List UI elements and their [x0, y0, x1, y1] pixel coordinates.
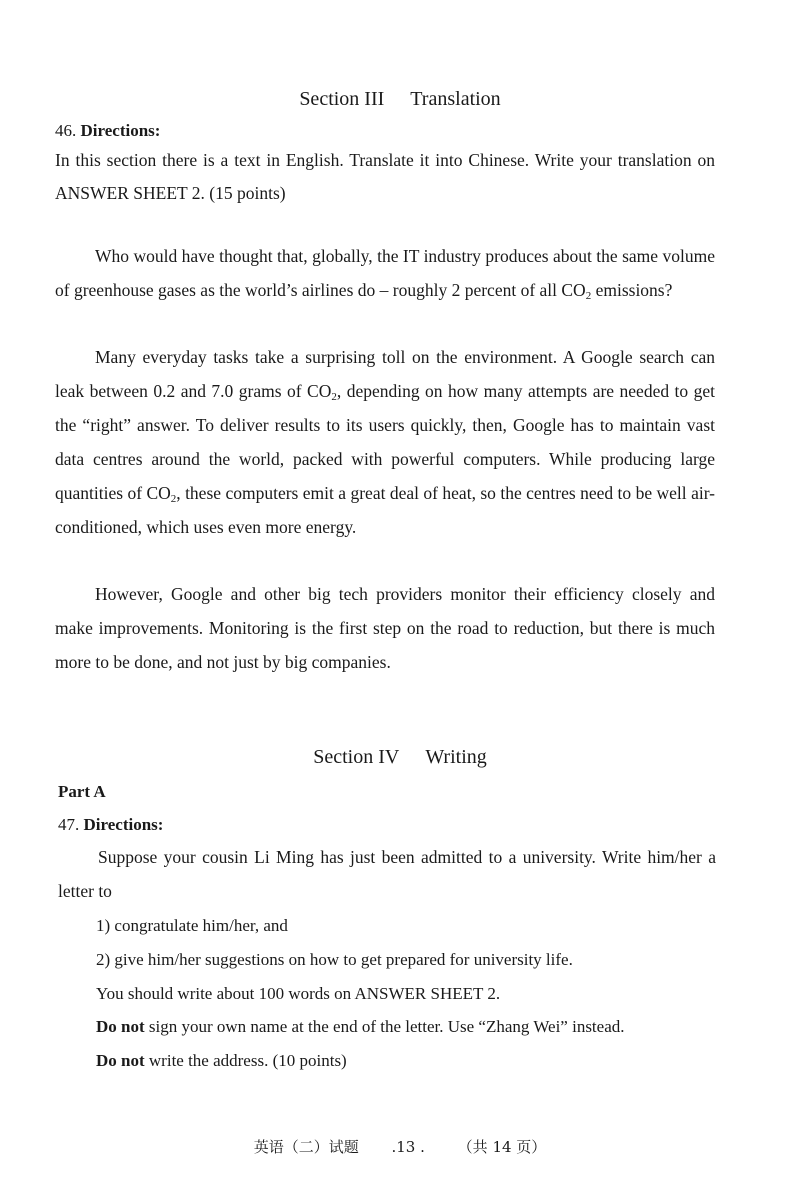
footer-page-number: .13 .: [391, 1138, 425, 1156]
writing-rule-signature: Do not sign your own name at the end of the letter. Use “Zhang Wei” instead.: [96, 1017, 625, 1036]
section-4-number: Section IV: [313, 746, 400, 768]
question-47-directions: [58, 815, 163, 835]
subscript-2: 2: [170, 493, 177, 505]
subscript-2: 2: [331, 391, 337, 403]
writing-item-1: 1) congratulate him/her, and: [96, 916, 288, 935]
question-47-number: 47.: [58, 815, 80, 834]
section-3-number: Section III: [299, 88, 385, 110]
writing-rule-address: Do not write the address. (10 points): [96, 1051, 347, 1070]
section-4-name: Writing: [425, 746, 487, 768]
translation-paragraph-1: Who would have thought that, globally, the IT industry produces about the same volume of greenhouse gases as the world’s airlines do – roughly 2 percent of all $CO_2$ emissions?: [55, 246, 715, 302]
question-47-directions-label: Directions:: [83, 815, 164, 834]
question-46-directions: [55, 121, 160, 141]
question-46-directions-label: Directions:: [80, 121, 161, 140]
translation-directions-text: In this section there is a text in English. Translate it into Chinese. Write your translation on ANSWER SHEET 2. (15 points): [55, 150, 715, 203]
section-3-heading: [0, 87, 800, 111]
translation-paragraph-3: However, Google and other big tech providers monitor their efficiency closely and make improvements. Monitoring is the first step on the road to reduction, but there is much more to be done, and not just by big companies.: [55, 584, 715, 672]
subscript-2: 2: [585, 290, 592, 302]
footer-subject: 英语（二）试题: [253, 1138, 359, 1156]
question-46-number: 46.: [55, 121, 77, 140]
translation-paragraph-2: Many everyday tasks take a surprising toll on the environment. A Google search can leak between 0.2 and 7.0 grams of $CO_2$, depending on how many attempts are needed to get the “right” answer. To deliver results to its users quickly, then, Google has to maintain vast data centres around the world, packed with powerful computers. While producing large quantities of $CO_2$, these computers emit a great deal of heat, so the centres need to be well air-conditioned, which uses even more energy.: [55, 347, 716, 537]
writing-intro: Suppose your cousin Li Ming has just been admitted to a university. Write him/her a letter to: [58, 847, 716, 901]
section-4-heading: [0, 745, 800, 769]
part-a-label: Part A: [58, 782, 106, 801]
writing-word-requirement: You should write about 100 words on ANSWER SHEET 2.: [96, 984, 501, 1003]
section-3-name: Translation: [410, 88, 501, 110]
writing-item-2: 2) give him/her suggestions on how to get prepared for university life.: [96, 950, 573, 969]
footer-total-pages: （共 14 页）: [457, 1138, 547, 1156]
page-footer: [0, 1137, 800, 1157]
